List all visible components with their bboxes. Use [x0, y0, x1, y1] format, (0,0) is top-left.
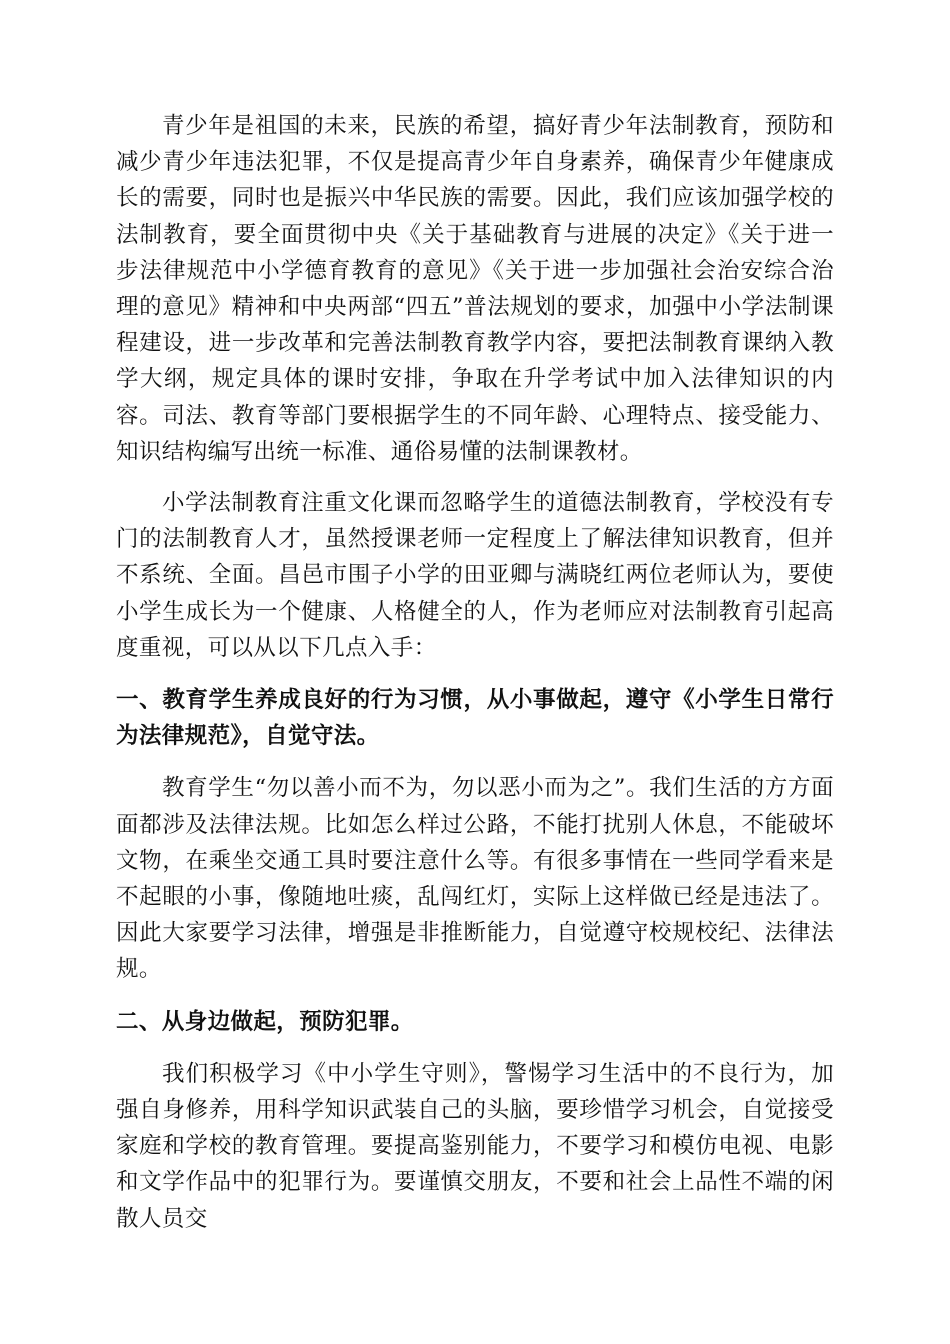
section-heading-1: 一、教育学生养成良好的行为习惯，从小事做起，遵守《小学生日常行为法律规范》，自觉守法。 — [116, 687, 834, 750]
intro-paragraph-1: 青少年是祖国的未来，民族的希望，搞好青少年法制教育，预防和减少青少年违法犯罪，不仅是提高青少年自身素养，确保青少年健康成长的需要，同时也是振兴中华民族的需要。因此，我们应该加强学校的法制教育，要全面贯彻中央《关于基础教育与进展的决定》《关于进一步法律规范中小学德育教育的意见》《关于进一步加强社会治安综合治理的意见》精神和中央两部“四五”普法规划的要求，加强中小学法制课程建设，进一步改革和完善法制教育教学内容，要把法制教育课纳入教学大纲，规定具体的课时安排，争取在升学考试中加入法律知识的内容。司法、教育等部门要根据学生的不同年龄、心理特点、接受能力、知识结构编写出统一标准、通俗易懂的法制课教材。 — [116, 113, 834, 465]
section-heading-2: 二、从身边做起，预防犯罪。 — [116, 1008, 414, 1035]
intro-paragraph-2: 小学法制教育注重文化课而忽略学生的道德法制教育，学校没有专门的法制教育人才，虽然授课老师一定程度上了解法律知识教育，但并不系统、全面。昌邑市围子小学的田亚卿与满晓红两位老师认为，要使小学生成长为一个健康、人格健全的人，作为老师应对法制教育引起高度重视，可以从以下几点入手： — [116, 490, 834, 661]
section-body-2: 我们积极学习《中小学生守则》，警惕学习生活中的不良行为，加强自身修养，用科学知识武装自己的头脑，要珍惜学习机会，自觉接受家庭和学校的教育管理。要提高鉴别能力，不要学习和模仿电视、电影和文学作品中的犯罪行为。要谨慎交朋友，不要和社会上品性不端的闲散人员交 — [116, 1060, 834, 1232]
section-body-1: 教育学生“勿以善小而不为，勿以恶小而为之”。我们生活的方方面面都涉及法律法规。比如怎么样过公路，不能打扰别人休息，不能破坏文物，在乘坐交通工具时要注意什么等。有很多事情在一些同学看来是不起眼的小事，像随地吐痰，乱闯红灯，实际上这样做已经是违法了。因此大家要学习法律，增强是非推断能力，自觉遵守校规校纪、法律法规。 — [116, 775, 834, 983]
